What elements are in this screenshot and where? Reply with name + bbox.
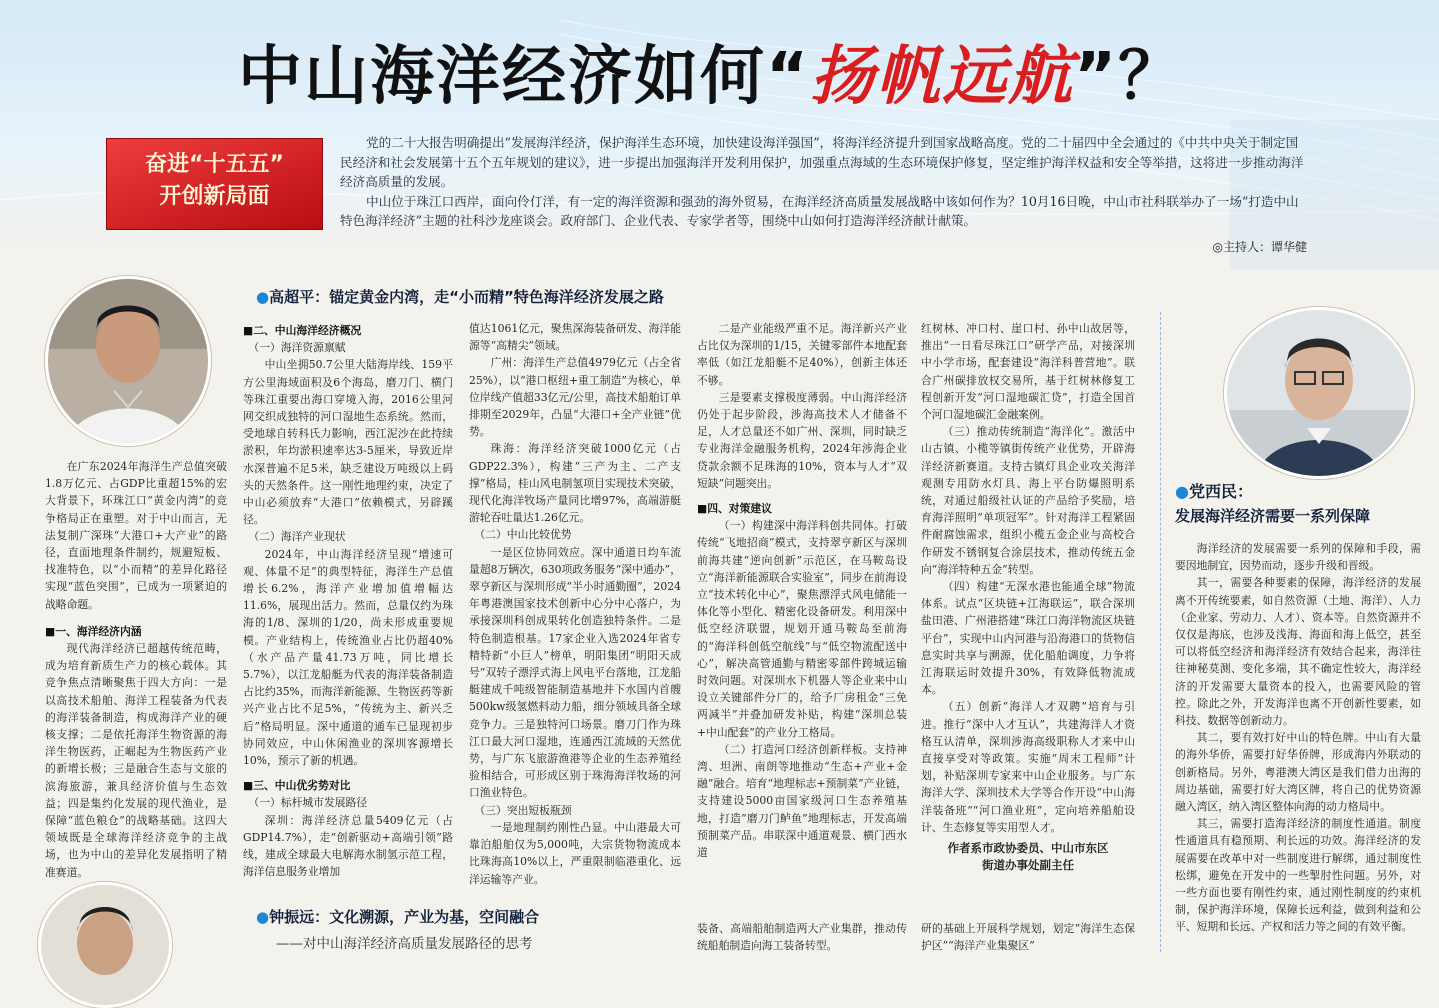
paragraph: 珠海：海洋经济突破1000亿元（占GDP22.3%），构建“三产为主、二产支撑”格局，桂山风电制氢项目实现技术突破，现代化海洋牧场产量同比增97%，高端游艇游轮吞吐量达1.26亿元。 [469, 442, 681, 525]
paragraph: （一）构建深中海洋科创共同体。打破传统“飞地招商”模式，支持翠亨新区与深圳前海共建“逆向创新”示范区，在马鞍岛设立“海洋新能源联合实验室”，同步在前海设立“技术转化中心”，聚焦漂浮式风电储能一体化等小型化、精密化设备研发。利用深中低空经济联盟，规划开通马鞍岛至前海的“海洋科创低空航线”与“低空物流配送中心”，解决高管通勤与精密零部件跨城运输时效问题。对深圳水下机器人等企业来中山设立关键部件分厂的，给予厂房租金“三免两减半”并叠加研发补贴，构建“深圳总装+中山配套”的产业分工格局。 [697, 519, 907, 739]
section-1-heading [256, 286, 664, 307]
headline-quote-open: “ [766, 40, 811, 114]
headline-quote-close: ”？ [1074, 40, 1185, 114]
subheading: ■二、中山海洋经济概况 [243, 324, 362, 337]
paragraph: 海洋经济的发展需要一系列的保障和手段，需要因地制宜，因势而动，逐步升级和晋级。 [1175, 542, 1421, 573]
paragraph: 值达1061亿元，聚焦深海装备研发、海洋能源等“高精尖”领域。 [469, 322, 681, 353]
host-credit: ◎主持人：谭华健 [1212, 240, 1307, 254]
right-speaker-name: 党西民： [1188, 482, 1253, 501]
paragraph: 其一，需要各种要素的保障，海洋经济的发展离不开传统要素，如自然资源（土地、海洋）、人力（企业家、劳动力、人才）、资本等。自然资源并不仅仅是海底，也涉及浅海、海面和海上低空，甚至可以将低空经济和海洋经济有效结合起来，海洋往往神秘莫测、变化多端，其不确定性较大，海洋经济的开发需要大量资本的投入，也需要风险的管控。除此之外，开发海洋也离不开创新性要素，如科技、数据等创新动力。 [1175, 576, 1421, 728]
minor-heading: （二）海洋产业现状 [248, 530, 346, 544]
text-column-0 [45, 458, 227, 881]
paragraph: 广州：海洋生产总值4979亿元（占全省25%），以“港口枢纽+重工制造”为核心，单位岸线产值超33亿元/公里，高技术船舶订单排期至2029年，凸显“大港口+全产业链”优势。 [469, 356, 681, 439]
paragraph: 在广东2024年海洋生产总值突破1.8万亿元、占GDP比重超15%的宏大背景下，环珠江口“黄金内湾”的竞争格局正在重塑。对于中山而言，无法复制广深珠“大港口+大产业”的路径，直面地理条件制约，规避短板、找准特色，以“小而精”的差异化路径实现“蓝色突围”，已成为一项紧迫的战略命题。 [45, 460, 227, 611]
text-column-4 [921, 320, 1135, 875]
bullet-dot-icon: ● [256, 908, 270, 926]
text-column-3 [697, 320, 907, 861]
minor-heading: （三）突出短板瓶颈 [474, 803, 572, 817]
section-1-speaker: 高超平：锚定黄金内湾，走“小而精”特色海洋经济发展之路 [269, 288, 664, 306]
subheading: ■三、中山优劣势对比 [243, 779, 351, 793]
paragraph: 装备、高端船舶制造两大产业集群，推动传统船舶制造向海工装备转型。 [697, 922, 907, 953]
person-photo-icon [48, 279, 208, 443]
headline-text: 中山海洋经济如何 [238, 40, 766, 114]
text-column-2 [469, 320, 681, 888]
paragraph: 三是要素支撑极度薄弱。中山海洋经济仍处于起步阶段，涉海高技术人才储备不足，人才总量还不如广州、深圳，同时缺乏专业海洋金融服务机构，2024年涉海企业贷款余额不足珠海的10%，资本与人才“双短缺”问题突出。 [697, 390, 907, 490]
paragraph: 二是产业能级严重不足。海洋新兴产业占比仅为深圳的1/15，关键零部件本地配套率低（如江龙船艇不足40%），创新主体还不够。 [697, 322, 907, 387]
author-signature: 作者系市政协委员、中山市东区 [947, 841, 1109, 856]
minor-heading: （一）标杆城市发展路径 [248, 796, 368, 810]
subheading: ■四、对策建议 [697, 502, 772, 516]
badge-line-1: 奋进“十五五” [145, 152, 284, 177]
right-speaker-title: 发展海洋经济需要一系列保障 [1175, 507, 1371, 525]
section-2-heading [256, 906, 539, 927]
author-signature: 街道办事处副主任 [982, 858, 1074, 873]
paragraph: 其三，需要打造海洋经济的制度性通道。制度性通道具有稳预期、利长远的功效。海洋经济的发展需要在改革中对一些制度进行解绑，通过制度性松绑，避免在开发中的一些掣肘性问题。另外，对一些方面也要有刚性约束，通过刚性制度的约束机制，保护海洋环境，保障长远利益，做到利益和公平、短期和长远、产权和活力等之间的有效平衡。 [1175, 817, 1421, 934]
bullet-dot-icon: ● [1175, 482, 1189, 501]
intro-paragraph-2: 中山位于珠江口西岸，面向伶仃洋，有一定的海洋资源和强劲的海外贸易，在海洋经济高质量发展战略中该如何作为？10月16日晚，中山市社科联举办了一场“打造中山特色海洋经济”主题的社科沙龙座谈会。政府部门、企业代表、专家学者等，围绕中山如何打造海洋经济献计献策。 [340, 193, 1299, 229]
paragraph: （三）推动传统制造“海洋化”。激活中山古镇、小榄等镇街传统产业优势，开辟海洋经济新赛道。支持古镇灯具企业攻关海洋观测专用防水灯具、海上平台防爆照明系统，对通过船级社认证的产品给予奖励，培育海洋照明“单项冠军”。针对海洋工程紧固件耐腐蚀需求，组织小榄五金企业与高校合作研发不锈钢复合涂层技术，推动传统五金向“海洋特种五金”转型。 [921, 425, 1135, 576]
badge-line-2: 开创新局面 [159, 184, 270, 209]
paragraph: （四）构建“无深水港也能通全球”物流体系。试点“区块链+江海联运”，联合深圳盐田港、广州港搭建“珠江口海洋物流区块链平台”，实现中山内河港与沿海港口的货物信息实时共享与溯源，优化船舶调度，力争将江海联运时效提升30%，有效降低物流成本。 [921, 580, 1135, 697]
paragraph: 研的基础上开展科学规划，划定“海洋生态保护区”“海洋产业集聚区” [921, 922, 1135, 953]
column-divider [1160, 312, 1161, 952]
paragraph: 一是地理制约刚性凸显。中山港最大可靠泊船舶仅为5,000吨，大宗货物物流成本比珠海高10%以上，严重限制临港重化、远洋运输等产业。 [469, 820, 681, 886]
portrait-dang-ximin [1224, 307, 1414, 479]
subheading-text: ■一、海洋经济内涵 [45, 624, 142, 638]
paragraph: 深圳：海洋经济总量5409亿元（占GDP14.7%），走“创新驱动+高端引领”路线，建成全球最大电解海水制氢示范工程，海洋信息服务业增加 [243, 813, 453, 879]
subheading [45, 623, 227, 640]
headline-highlight: 扬帆远航 [810, 39, 1075, 114]
paragraph: 红树林、冲口村、崖口村、孙中山故居等，推出“一日看尽珠江口”研学产品，对接深圳中小学市场，配套建设“海洋科普营地”。联合广州碳排放权交易所，基于红树林修复工程创新开发“河口湿地碳汇贷”，打造全国首个河口湿地碳汇金融案例。 [921, 322, 1135, 422]
paragraph: 现代海洋经济已超越传统范畴，成为培育新质生产力的核心载体。其竞争焦点清晰聚焦于四大方向：一是以高技术船舶、海洋工程装备为代表的海洋装备制造，构成海洋产业的硬核支撑；二是依托海洋生物资源的海洋生物医药，正崛起为生物医药产业的新增长极；三是融合生态与文旅的滨海旅游，兼具经济价值与生态效益；四是集约化发展的现代渔业，是保障“蓝色粮仓”的战略基础。这四大领域既是全球海洋经济竞争的主战场，也为中山的差异化发展指明了精准赛道。 [45, 642, 227, 879]
section-2-speaker: 钟振远：文化溯源，产业为基，空间融合 [269, 908, 540, 926]
bullet-dot-icon: ● [256, 288, 270, 306]
paragraph: 2024年，中山海洋经济呈现“增速可观、体量不足”的典型特征，海洋生产总值增长6.2%，海洋产业增加值增幅达11.6%，展现出活力。然而，总量仅约为珠海的1/8、深圳的1/20，尚未形成重要规模。产业结构上，传统渔业占比仍超40%（水产品产量41.73万吨，同比增长5.7%），以江龙船艇为代表的海洋装备制造占比约35%，而海洋新能源、生物医药等新兴产业占比不足5%，“传统为主、新兴乏后”格局明显。深中通道的通车已显现初步协同效应，中山休闲渔业的深圳客源增长10%，预示了新的机遇。 [243, 547, 453, 768]
column-badge [106, 138, 323, 230]
paragraph: 中山坐拥50.7公里大陆海岸线、159平方公里海域面积及6个海岛，磨刀门、横门等珠江重要出海口穿境入海，2016公里河网交织成独特的河口湿地生态系统。然而，受地球自转科氏力影响，西江泥沙在此持续淤积，年均淤积速率达3-5厘米，导致近岸水深普遍不足5米，缺乏建设万吨级以上码头的天然条件。这一刚性地理约束，决定了中山必须放弃“大港口”依赖模式，另辟蹊径。 [243, 358, 453, 527]
text-column-bottom-2 [921, 920, 1135, 954]
section-right-heading [1175, 480, 1425, 528]
paragraph: 其二，要有效打好中山的特色牌。中山有大量的海外华侨，需要打好华侨牌，形成海内外联动的创新格局。另外，粤港澳大湾区是我们借力出海的周边基础，需要打好大湾区牌，将自己的优势资源融入湾区，纳入湾区整体向海的动力格局中。 [1175, 731, 1421, 814]
intro-text [340, 133, 1308, 231]
paragraph: （二）打造河口经济创新样板。支持神湾、坦洲、南朗等地推动“生态+产业+金融”融合。培育“地理标志+预制菜”产业链，支持建设5000亩国家级河口生态养殖基地，打造“磨刀门鲈鱼”地理标志，开发高端预制菜产品。串联深中通道观景、横门西水道 [697, 742, 907, 860]
person-photo-icon [1227, 310, 1411, 476]
text-column-right [1175, 540, 1421, 936]
intro-paragraph-1: 党的二十大报告明确提出“发展海洋经济，保护海洋生态环境，加快建设海洋强国”，将海洋经济提升到国家战略高度。党的二十届四中全会通过的《中共中央关于制定国民经济和社会发展第十五个五年规划的建议》，进一步提出加强海洋开发利用保护，加强重点海域的生态环境保护修复，坚定维护海洋权益和安全等举措，这将进一步推动海洋经济高质量的发展。 [340, 135, 1304, 190]
section-2-subtitle: ——对中山海洋经济高质量发展路径的思考 [276, 936, 533, 952]
paragraph: （五）创新“海洋人才双聘”培育与引进。推行“深中人才互认”，共建海洋人才资格互认清单，深圳涉海高级职称人才来中山直接享受对等政策。实施“周末工程师”计划，补贴深圳专家来中山企业服务。与广东海洋大学、深圳技术大学等合作开设“中山海洋装备班”“河口渔业班”，定向培养船舶设计、生态修复等实用型人才。 [921, 700, 1135, 834]
person-photo-icon [41, 885, 169, 1005]
paragraph: 一是区位协同效应。深中通道日均车流量超8万辆次，630项政务服务“深中通办”，翠亨新区与深圳形成“半小时通勤圈”，2024年粤港澳国家技术创新中心分中心落户，为承接深圳科创成果转化创造独特条件。二是特色制造根基。17家企业入选2024年省专精特新“小巨人”榜单，明阳集团“明阳天成号”双转子漂浮式海上风电平台落地，江龙船艇建成千吨级智能制造基地并下水国内首艘500kw级氢燃料动力船，细分领域具备全球竞争力。三是独特河口场景。磨刀门作为珠江口最大河口湿地，连通西江流域的天然优势，与广东飞旅游渔港等企业的生态养殖经验相结合，可形成区别于珠海海洋牧场的河口渔业特色。 [469, 545, 681, 800]
minor-heading: （二）中山比较优势 [474, 528, 572, 542]
portrait-gao-chaoping [45, 276, 211, 446]
portrait-zhong-zhenyuan [38, 882, 172, 1008]
text-column-bottom-1 [697, 920, 907, 954]
minor-heading: （一）海洋资源禀赋 [248, 341, 346, 355]
page-headline [238, 32, 1228, 122]
text-column-1 [243, 320, 453, 881]
